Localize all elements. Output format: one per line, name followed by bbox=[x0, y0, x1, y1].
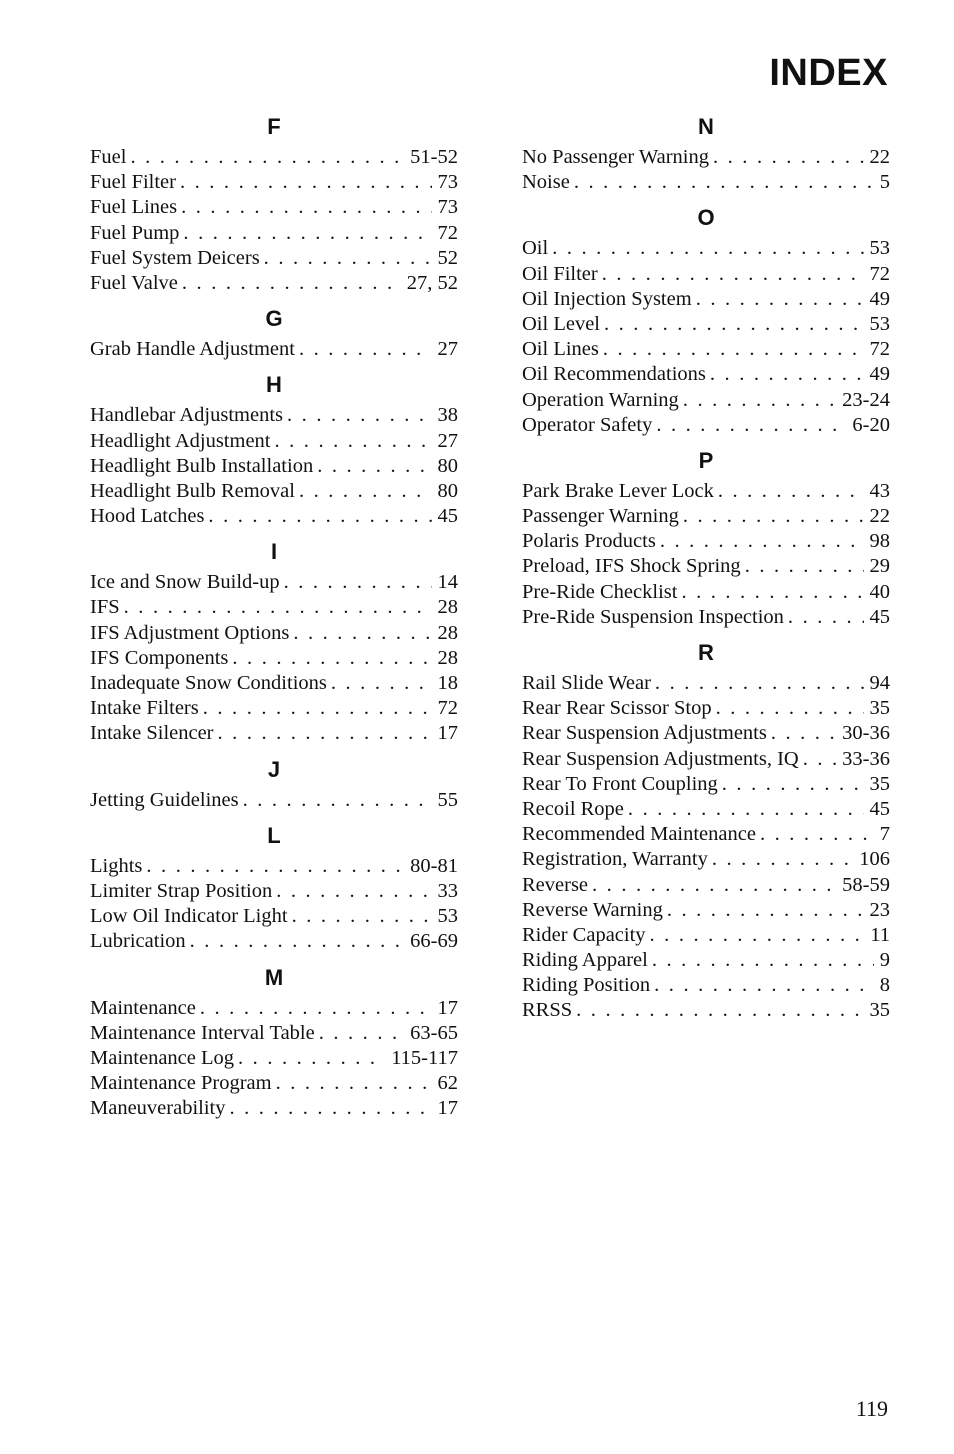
dot-leader bbox=[667, 898, 864, 923]
index-entry bbox=[522, 170, 890, 195]
entry-term: Operation Warning bbox=[522, 388, 679, 411]
section-letter: H bbox=[266, 372, 282, 398]
entry-page: 63-65 bbox=[410, 1021, 458, 1044]
section-letter: P bbox=[698, 447, 714, 473]
dot-leader bbox=[182, 271, 401, 296]
dot-leader bbox=[130, 145, 404, 170]
dot-leader bbox=[576, 998, 863, 1023]
entry-page: 27 bbox=[437, 338, 458, 361]
index-entry bbox=[522, 262, 890, 287]
index-entry bbox=[522, 479, 890, 504]
entry-page: 17 bbox=[437, 722, 458, 745]
index-entry bbox=[90, 504, 458, 529]
index-entry bbox=[90, 595, 458, 620]
dot-leader bbox=[788, 605, 864, 630]
section-letter: F bbox=[267, 114, 281, 139]
index-entry bbox=[90, 696, 458, 721]
dot-leader bbox=[681, 580, 863, 605]
section-letter: J bbox=[267, 756, 281, 782]
index-entry bbox=[90, 570, 458, 595]
index-entry bbox=[90, 929, 458, 954]
entry-page: 18 bbox=[437, 672, 458, 694]
entry-term: Riding Apparel bbox=[522, 949, 648, 972]
dot-leader bbox=[183, 221, 431, 246]
entry-page: 51-52 bbox=[410, 146, 458, 168]
dot-leader bbox=[229, 1096, 431, 1121]
entry-page: 35 bbox=[869, 999, 890, 1022]
index-entry bbox=[522, 388, 890, 413]
section-letter: N bbox=[698, 114, 714, 139]
index-entry bbox=[522, 948, 890, 973]
index-entry bbox=[522, 287, 890, 312]
entry-term: Reverse Warning bbox=[522, 898, 663, 921]
entry-page: 80-81 bbox=[410, 854, 458, 877]
dot-leader bbox=[696, 287, 864, 312]
index-entry bbox=[90, 479, 458, 504]
dot-leader bbox=[716, 696, 864, 721]
dot-leader bbox=[713, 145, 864, 170]
entry-page: 27, 52 bbox=[406, 271, 458, 294]
entry-page: 33 bbox=[437, 879, 458, 902]
entry-term: IFS bbox=[90, 596, 120, 619]
entry-page: 73 bbox=[437, 196, 458, 219]
index-entry bbox=[90, 246, 458, 271]
index-entry bbox=[522, 312, 890, 337]
entry-page: 28 bbox=[437, 621, 458, 644]
entry-term: RRSS bbox=[522, 999, 573, 1022]
entry-page: 73 bbox=[437, 171, 458, 194]
entry-term: Rear To Front Coupling bbox=[522, 772, 718, 795]
entry-page: 14 bbox=[437, 571, 458, 594]
entry-page: 22 bbox=[869, 505, 890, 528]
dot-leader bbox=[124, 595, 432, 620]
entry-term: Rear Rear Scissor Stop bbox=[522, 697, 712, 720]
entry-page: 27 bbox=[437, 429, 458, 452]
entry-page: 35 bbox=[869, 697, 890, 720]
index-entry bbox=[90, 429, 458, 454]
dot-leader bbox=[299, 479, 432, 504]
entry-term: Park Brake Lever Lock bbox=[522, 479, 714, 502]
index-entry bbox=[522, 696, 890, 721]
dot-leader bbox=[745, 554, 864, 579]
dot-leader bbox=[264, 246, 432, 271]
entry-page: 49 bbox=[869, 363, 890, 386]
index-entry bbox=[90, 671, 458, 696]
index-entry bbox=[90, 646, 458, 671]
index-section bbox=[90, 304, 458, 362]
entry-term: Inadequate Snow Conditions bbox=[90, 672, 327, 694]
dot-leader bbox=[243, 788, 432, 813]
dot-leader bbox=[319, 1021, 404, 1046]
entry-page: 52 bbox=[437, 246, 458, 269]
dot-leader bbox=[275, 429, 432, 454]
entry-term: Intake Filters bbox=[90, 697, 199, 720]
index-entry bbox=[522, 605, 890, 630]
entry-term: Fuel bbox=[90, 146, 127, 168]
index-entry bbox=[522, 671, 890, 696]
entry-page: 40 bbox=[869, 580, 890, 603]
entry-term: Passenger Warning bbox=[522, 505, 679, 528]
index-entry bbox=[90, 1021, 458, 1046]
index-entry bbox=[90, 621, 458, 646]
entry-term: Noise bbox=[522, 171, 570, 194]
entry-page: 8 bbox=[879, 974, 890, 997]
entry-page: 38 bbox=[437, 404, 458, 427]
index-entry bbox=[522, 847, 890, 872]
entry-page: 9 bbox=[879, 949, 890, 972]
entry-page: 17 bbox=[437, 996, 458, 1019]
index-section bbox=[522, 112, 890, 195]
entry-term: Preload, IFS Shock Spring bbox=[522, 555, 741, 578]
entry-term: Fuel System Deicers bbox=[90, 246, 260, 269]
entry-term: Maintenance Log bbox=[90, 1046, 235, 1069]
index-section bbox=[90, 537, 458, 746]
dot-leader bbox=[146, 854, 404, 879]
index-entry bbox=[522, 413, 890, 438]
entry-term: Lights bbox=[90, 854, 143, 877]
entry-term: Headlight Adjustment bbox=[90, 429, 271, 452]
dot-leader bbox=[299, 337, 432, 362]
entry-term: Oil Level bbox=[522, 312, 600, 335]
entry-term: Oil bbox=[522, 237, 549, 260]
index-section bbox=[90, 112, 458, 296]
page-number: 119 bbox=[855, 1396, 888, 1421]
index-entry bbox=[522, 822, 890, 847]
entry-term: Oil Injection System bbox=[522, 287, 692, 310]
entry-page: 62 bbox=[437, 1072, 458, 1095]
dot-leader bbox=[317, 454, 431, 479]
index-entry bbox=[522, 797, 890, 822]
entry-term: Oil Lines bbox=[522, 338, 599, 361]
index-entry bbox=[522, 145, 890, 170]
entry-page: 33-36 bbox=[842, 747, 890, 770]
entry-term: Rider Capacity bbox=[522, 923, 646, 946]
dot-leader bbox=[232, 646, 431, 671]
entry-term: Low Oil Indicator Light bbox=[90, 905, 288, 928]
entry-term: Riding Position bbox=[522, 974, 651, 997]
index-section bbox=[90, 755, 458, 813]
dot-leader bbox=[602, 262, 864, 287]
dot-leader bbox=[718, 479, 864, 504]
entry-term: No Passenger Warning bbox=[522, 146, 709, 168]
entry-page: 35 bbox=[869, 772, 890, 795]
dot-leader bbox=[803, 747, 836, 772]
section-letter: L bbox=[267, 822, 281, 848]
dot-leader bbox=[760, 822, 874, 847]
section-letter: I bbox=[270, 539, 278, 565]
entry-page: 11 bbox=[870, 923, 890, 946]
index-entry bbox=[90, 221, 458, 246]
dot-leader bbox=[722, 772, 864, 797]
dot-leader bbox=[683, 504, 864, 529]
entry-term: Operator Safety bbox=[522, 413, 653, 436]
section-letter: M bbox=[264, 964, 284, 990]
entry-term: Maintenance Interval Table bbox=[90, 1021, 315, 1044]
index-section bbox=[90, 821, 458, 955]
dot-leader bbox=[552, 236, 863, 261]
index-section bbox=[522, 203, 890, 438]
entry-page: 106 bbox=[859, 848, 890, 871]
dot-leader bbox=[654, 973, 874, 998]
index-entry bbox=[90, 854, 458, 879]
index-entry bbox=[522, 337, 890, 362]
dot-leader bbox=[276, 879, 431, 904]
entry-page: 22 bbox=[869, 146, 890, 168]
index-entry bbox=[522, 504, 890, 529]
dot-leader bbox=[180, 170, 432, 195]
dot-leader bbox=[712, 847, 853, 872]
index-entry bbox=[522, 362, 890, 387]
dot-leader bbox=[710, 362, 864, 387]
dot-leader bbox=[656, 413, 846, 438]
entry-page: 72 bbox=[437, 697, 458, 720]
entry-term: Grab Handle Adjustment bbox=[90, 338, 295, 361]
entry-page: 29 bbox=[869, 555, 890, 578]
entry-page: 98 bbox=[869, 530, 890, 553]
entry-term: Fuel Lines bbox=[90, 196, 178, 219]
entry-page: 94 bbox=[869, 672, 890, 694]
entry-term: Maintenance bbox=[90, 996, 196, 1019]
entry-term: Rear Suspension Adjustments, IQ bbox=[522, 747, 799, 770]
entry-term: Recommended Maintenance bbox=[522, 823, 756, 846]
entry-term: Registration, Warranty bbox=[522, 848, 708, 871]
entry-page: 66-69 bbox=[410, 930, 458, 953]
entry-term: Headlight Bulb Removal bbox=[90, 479, 295, 502]
entry-page: 17 bbox=[437, 1097, 458, 1120]
index-section bbox=[90, 963, 458, 1122]
dot-leader bbox=[652, 948, 874, 973]
dot-leader bbox=[292, 904, 432, 929]
entry-term: Rear Suspension Adjustments bbox=[522, 722, 767, 745]
dot-leader bbox=[287, 403, 431, 428]
index-entry bbox=[90, 879, 458, 904]
entry-page: 28 bbox=[437, 646, 458, 669]
dot-leader bbox=[203, 696, 432, 721]
dot-leader bbox=[238, 1046, 385, 1071]
dot-leader bbox=[276, 1071, 432, 1096]
entry-page: 43 bbox=[869, 479, 890, 502]
dot-leader bbox=[218, 721, 432, 746]
dot-leader bbox=[293, 621, 431, 646]
entry-term: Intake Silencer bbox=[90, 722, 214, 745]
entry-term: Jetting Guidelines bbox=[90, 788, 239, 811]
index-entry bbox=[90, 904, 458, 929]
entry-term: Reverse bbox=[522, 873, 589, 896]
index-entry bbox=[90, 271, 458, 296]
entry-page: 6-20 bbox=[852, 413, 890, 436]
dot-leader bbox=[603, 337, 864, 362]
entry-page: 23-24 bbox=[842, 388, 890, 411]
index-entry bbox=[522, 772, 890, 797]
dot-leader bbox=[181, 195, 431, 220]
index-entry bbox=[522, 529, 890, 554]
entry-term: Pre-Ride Suspension Inspection bbox=[522, 605, 784, 628]
entry-page: 53 bbox=[869, 312, 890, 335]
index-entry bbox=[90, 1046, 458, 1071]
dot-leader bbox=[200, 996, 432, 1021]
index-section bbox=[522, 446, 890, 630]
index-entry bbox=[522, 923, 890, 948]
entry-term: Pre-Ride Checklist bbox=[522, 580, 678, 603]
entry-page: 7 bbox=[879, 823, 890, 846]
index-entry bbox=[90, 1071, 458, 1096]
section-letter: O bbox=[697, 205, 715, 231]
entry-term: Fuel Filter bbox=[90, 171, 176, 194]
index-section bbox=[522, 638, 890, 1024]
entry-page: 49 bbox=[869, 287, 890, 310]
index-entry bbox=[522, 580, 890, 605]
index-entry bbox=[90, 170, 458, 195]
entry-term: Ice and Snow Build-up bbox=[90, 571, 280, 594]
entry-term: Lubrication bbox=[90, 930, 186, 953]
entry-page: 53 bbox=[437, 905, 458, 928]
index-entry bbox=[522, 873, 890, 898]
entry-page: 23 bbox=[869, 898, 890, 921]
entry-page: 45 bbox=[869, 797, 890, 820]
index-entry bbox=[522, 898, 890, 923]
entry-page: 45 bbox=[437, 505, 458, 528]
index-entry bbox=[90, 721, 458, 746]
index-entry bbox=[522, 973, 890, 998]
index-entry bbox=[90, 996, 458, 1021]
dot-leader bbox=[683, 388, 836, 413]
entry-page: 80 bbox=[437, 454, 458, 477]
dot-leader bbox=[628, 797, 864, 822]
entry-term: IFS Adjustment Options bbox=[90, 621, 290, 644]
entry-term: Recoil Rope bbox=[522, 797, 624, 820]
entry-term: Polaris Products bbox=[522, 530, 656, 553]
index-entry bbox=[522, 747, 890, 772]
section-letter: G bbox=[265, 306, 283, 332]
section-letter: R bbox=[698, 640, 714, 665]
entry-page: 80 bbox=[437, 479, 458, 502]
page-title: INDEX bbox=[769, 52, 888, 94]
dot-leader bbox=[208, 504, 431, 529]
entry-page: 45 bbox=[869, 605, 890, 628]
entry-term: Oil Recommendations bbox=[522, 363, 706, 386]
dot-leader bbox=[574, 170, 874, 195]
dot-leader bbox=[604, 312, 864, 337]
entry-term: Headlight Bulb Installation bbox=[90, 454, 314, 477]
index-entry bbox=[90, 403, 458, 428]
index-entry bbox=[90, 788, 458, 813]
entry-page: 115-117 bbox=[391, 1046, 458, 1069]
entry-page: 58-59 bbox=[842, 873, 890, 896]
entry-term: Fuel Valve bbox=[90, 271, 178, 294]
index-entry bbox=[522, 554, 890, 579]
entry-term: Handlebar Adjustments bbox=[90, 404, 284, 427]
entry-term: IFS Components bbox=[90, 646, 229, 669]
entry-term: Rail Slide Wear bbox=[522, 672, 651, 694]
entry-page: 72 bbox=[437, 221, 458, 244]
entry-page: 55 bbox=[437, 788, 458, 811]
entry-page: 28 bbox=[437, 596, 458, 619]
entry-page: 5 bbox=[879, 171, 890, 194]
dot-leader bbox=[331, 671, 432, 696]
entry-page: 53 bbox=[869, 237, 890, 260]
dot-leader bbox=[190, 929, 405, 954]
entry-term: Limiter Strap Position bbox=[90, 879, 273, 902]
entry-page: 72 bbox=[869, 262, 890, 285]
entry-term: Hood Latches bbox=[90, 505, 205, 528]
index-entry bbox=[522, 998, 890, 1023]
dot-leader bbox=[592, 873, 836, 898]
entry-term: Maintenance Program bbox=[90, 1072, 272, 1095]
entry-page: 30-36 bbox=[842, 722, 890, 745]
dot-leader bbox=[650, 923, 865, 948]
index-entry bbox=[90, 454, 458, 479]
dot-leader bbox=[284, 570, 432, 595]
entry-term: Oil Filter bbox=[522, 262, 598, 285]
dot-leader bbox=[655, 671, 864, 696]
index-entry bbox=[90, 1096, 458, 1121]
index-entry bbox=[522, 721, 890, 746]
index-entry bbox=[90, 337, 458, 362]
index-section bbox=[90, 370, 458, 529]
dot-leader bbox=[771, 721, 836, 746]
index-entry bbox=[522, 236, 890, 261]
index-column-left bbox=[90, 112, 458, 1129]
entry-page: 72 bbox=[869, 338, 890, 361]
entry-term: Maneuverability bbox=[90, 1097, 226, 1120]
index-entry bbox=[90, 195, 458, 220]
entry-term: Fuel Pump bbox=[90, 221, 180, 244]
index-column-right bbox=[522, 112, 890, 1032]
index-entry bbox=[90, 145, 458, 170]
dot-leader bbox=[660, 529, 864, 554]
